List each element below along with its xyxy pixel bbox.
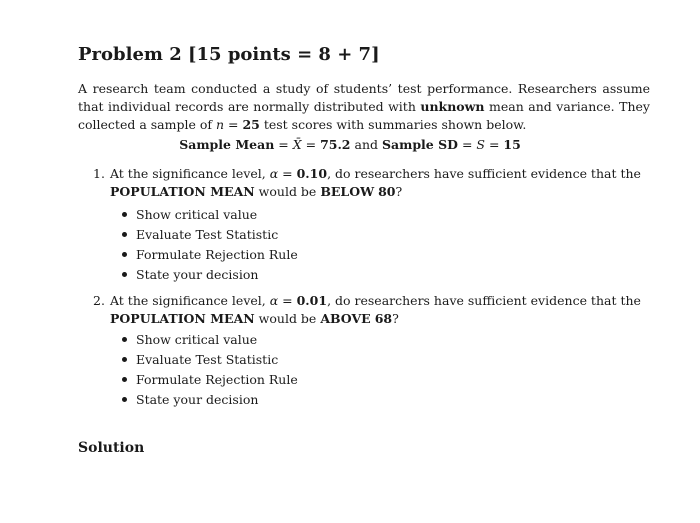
sd-value: 15 bbox=[503, 137, 521, 152]
intro-unknown-bold: unknown bbox=[420, 99, 485, 114]
list-item bbox=[122, 370, 298, 390]
alpha-symbol: α bbox=[269, 293, 279, 308]
question-text-part: would be bbox=[254, 184, 321, 199]
task-text: Show critical value bbox=[136, 207, 258, 222]
list-item bbox=[122, 390, 298, 410]
question-1 bbox=[93, 165, 653, 201]
question-number: 2. bbox=[93, 293, 105, 308]
direction-label: BELOW bbox=[320, 184, 375, 199]
alpha-value: 0.01 bbox=[296, 293, 328, 308]
population-mean-label: POPULATION MEAN bbox=[110, 311, 255, 326]
intro-text: test scores with summaries shown below. bbox=[259, 117, 527, 132]
equals-sign: = bbox=[301, 137, 321, 152]
mean-label: Sample Mean bbox=[179, 137, 275, 152]
task-text: Evaluate Test Statistic bbox=[136, 352, 279, 367]
list-item bbox=[122, 245, 298, 265]
task-text: Formulate Rejection Rule bbox=[136, 247, 298, 262]
question-2-tasks bbox=[122, 330, 298, 410]
question-text bbox=[110, 165, 653, 201]
question-text-part: At the significance level, bbox=[110, 166, 270, 181]
intro-text: mean and variance. They collected a sample of bbox=[78, 99, 650, 132]
question-text-part: , do researchers have sufficient evidence that the bbox=[327, 293, 641, 308]
task-text: State your decision bbox=[136, 392, 259, 407]
question-mark: ? bbox=[395, 184, 403, 199]
alpha-symbol: α bbox=[269, 166, 279, 181]
equals-sign: = bbox=[457, 137, 477, 152]
xbar-symbol: X̄ bbox=[292, 137, 302, 152]
and-text: and bbox=[350, 137, 382, 152]
equals-sign: = bbox=[274, 137, 293, 152]
bullet-icon bbox=[122, 212, 127, 217]
solution-heading: Solution bbox=[78, 440, 145, 456]
bullet-icon bbox=[122, 252, 127, 257]
task-text: Formulate Rejection Rule bbox=[136, 372, 298, 387]
mean-value: 75.2 bbox=[320, 137, 351, 152]
bullet-icon bbox=[122, 397, 127, 402]
question-text bbox=[110, 292, 653, 328]
bullet-icon bbox=[122, 357, 127, 362]
task-text: State your decision bbox=[136, 267, 259, 282]
problem-title: Problem 2 [15 points = 8 + 7] bbox=[78, 44, 380, 65]
bullet-icon bbox=[122, 272, 127, 277]
question-mark: ? bbox=[392, 311, 399, 326]
question-text-part: would be bbox=[254, 311, 321, 326]
target-value: 68 bbox=[374, 311, 393, 326]
alpha-value: 0.10 bbox=[296, 166, 328, 181]
n-symbol: n bbox=[215, 117, 225, 132]
list-item bbox=[122, 265, 298, 285]
population-mean-label: POPULATION MEAN bbox=[110, 184, 255, 199]
target-value: 80 bbox=[378, 184, 396, 199]
question-1-tasks bbox=[122, 205, 298, 285]
sd-label: Sample SD bbox=[381, 137, 458, 152]
bullet-icon bbox=[122, 337, 127, 342]
question-number: 1. bbox=[93, 166, 105, 181]
question-text-part: , do researchers have sufficient evidence that the bbox=[327, 166, 641, 181]
equals-sign: = bbox=[278, 293, 297, 308]
list-item bbox=[122, 330, 298, 350]
task-text: Evaluate Test Statistic bbox=[136, 227, 279, 242]
list-item bbox=[122, 205, 298, 225]
question-2 bbox=[93, 292, 653, 328]
intro-paragraph bbox=[78, 80, 650, 134]
question-text-part: At the significance level, bbox=[110, 293, 270, 308]
sample-size-value: 25 bbox=[242, 117, 260, 132]
list-item bbox=[122, 350, 298, 370]
task-text: Show critical value bbox=[136, 332, 258, 347]
equals-sign: = bbox=[484, 137, 504, 152]
intro-text: A research team conducted a study of students’ test performance. Researchers assume that individual records are normally distributed with bbox=[78, 81, 650, 114]
direction-label: ABOVE bbox=[320, 311, 371, 326]
bullet-icon bbox=[122, 377, 127, 382]
equals-sign: = bbox=[278, 166, 297, 181]
bullet-icon bbox=[122, 232, 127, 237]
list-item bbox=[122, 225, 298, 245]
sample-summary bbox=[0, 137, 700, 152]
s-symbol: S bbox=[476, 137, 485, 152]
equals-sign: = bbox=[224, 117, 243, 132]
